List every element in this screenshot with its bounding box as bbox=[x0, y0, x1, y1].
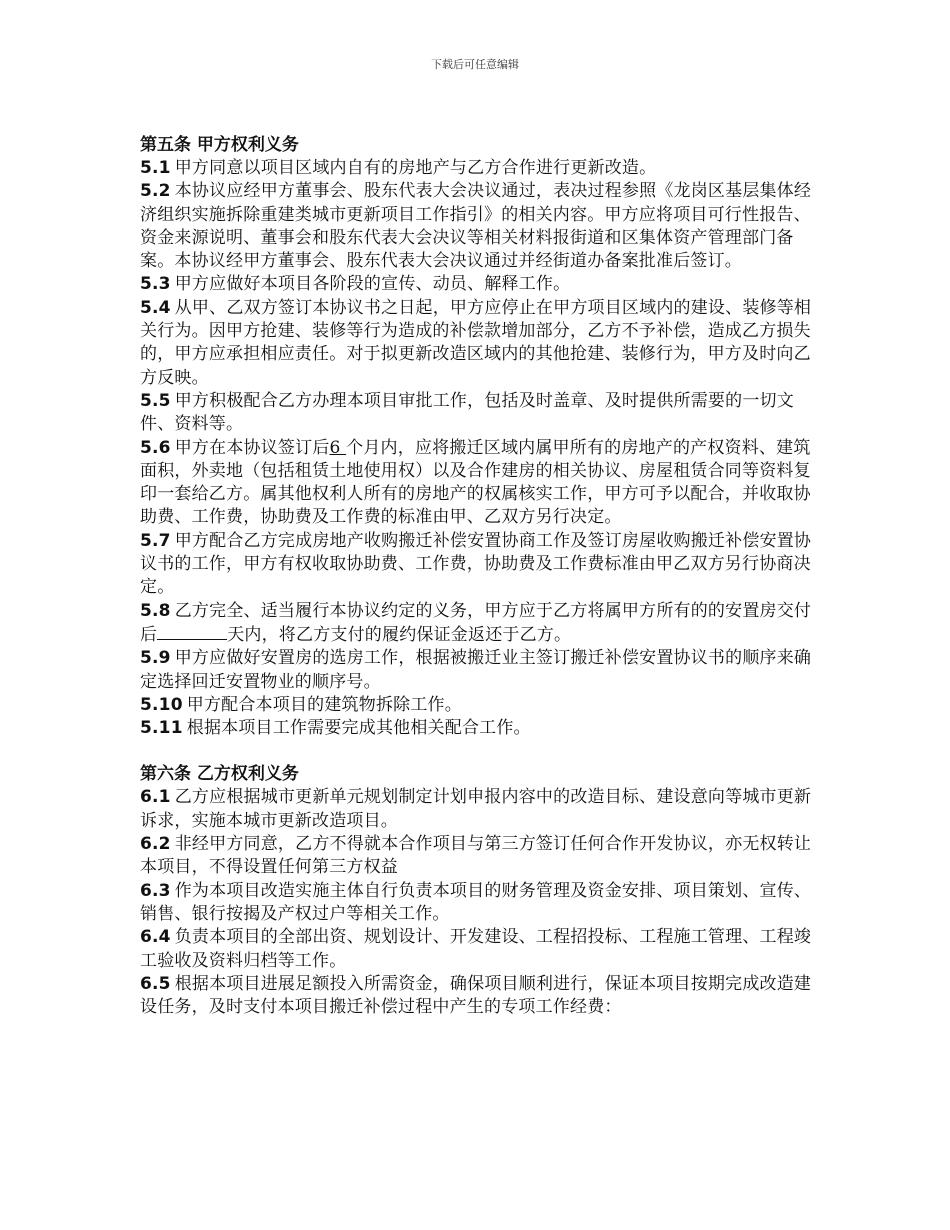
article-title: 第六条 乙方权利义务 bbox=[140, 764, 299, 785]
clause-5-3: 5.3 甲方应做好本项目各阶段的宣传、动员、解释工作。 bbox=[140, 274, 571, 295]
clause-5-1: 5.1 甲方同意以项目区域内自有的房地产与乙方合作进行更新改造。 bbox=[140, 158, 657, 178]
article-title: 第五条 甲方权利义务 bbox=[140, 135, 299, 155]
clause-6-3: 6.3 作为本项目改造实施主体自行负责本项目的财务管理及资金安排、项目策划、宣传、销售、银行按揭及产权过户等相关工作。 bbox=[140, 880, 812, 924]
clause-5-4: 5.4 从甲、乙双方签订本协议书之日起，甲方应停止在甲方项目区域内的建设、装修等相关行为。因甲方抢建、装修等行为造成的补偿款增加部分，乙方不予补偿，造成乙方损失的，甲方应承担相应责任。对于拟更新改造区域内的其他抢建、装修行为，甲方及时向乙方反映。 bbox=[140, 297, 812, 388]
document-body bbox=[140, 134, 812, 1019]
clause-5-7: 5.7 甲方配合乙方完成房地产收购搬迁补偿安置协商工作及签订房屋收购搬迁补偿安置协议书的工作，甲方有权收取协助费、工作费，协助费及工作费标准由甲乙双方另行协商决定。 bbox=[140, 530, 812, 598]
clause-6-1: 6.1 乙方应根据城市更新单元规划制定计划申报内容中的改造目标、建设意向等城市更新诉求，实施本城市更新改造项目。 bbox=[140, 787, 812, 831]
clause-6-5: 6.5 根据本项目进展足额投入所需资金，确保项目顺利进行，保证本项目按期完成改造建设任务，及时支付本项目搬迁补偿过程中产生的专项工作经费： bbox=[140, 973, 812, 1018]
clause-5-9: 5.9 甲方应做好安置房的选房工作，根据被搬迁业主签订搬迁补偿安置协议书的顺序来确定选择回迁安置物业的顺序号。 bbox=[140, 648, 812, 692]
clause-5-10: 5.10 甲方配合本项目的建筑物拆除工作。 bbox=[140, 694, 462, 715]
clause-6-2: 6.2 非经甲方同意，乙方不得就本合作项目与第三方签订任何合作开发协议，亦无权转让本项目，不得设置任何第三方权益 bbox=[140, 834, 812, 878]
blank-days-field[interactable] bbox=[157, 623, 227, 640]
page-header: 下载后可任意编辑 bbox=[431, 58, 519, 71]
clause-6-4: 6.4 负责本项目的全部出资、规划设计、开发建设、工程招投标、工程施工管理、工程竣工验收及资料归档等工作。 bbox=[140, 927, 812, 971]
article-6 bbox=[140, 763, 812, 1019]
clause-5-6: 5.6 甲方在本协议签订后6 个月内，应将搬迁区域内属甲所有的房地产的产权资料、建筑面积，外卖地（包括租赁土地使用权）以及合作建房的相关协议、房屋租赁合同等资料复印一套给乙方。属其他权利人所有的房地产的权属核实工作，甲方可予以配合，并收取协助费、工作费，协助费及工作费的标准由甲、乙双方另行决定。 bbox=[140, 437, 811, 528]
clause-5-8: 5.8 乙方完全、适当履行本协议约定的义务，甲方应于乙方将属甲方所有的的安置房交付后 天内，将乙方支付的履约保证金返还于乙方。 bbox=[140, 600, 812, 645]
filled-months: 6 bbox=[329, 437, 347, 458]
clause-5-5: 5.5 甲方积极配合乙方办理本项目审批工作，包括及时盖章、及时提供所需要的一切文件、资料等。 bbox=[140, 390, 794, 435]
clause-5-11: 5.11 根据本项目工作需要完成其他相关配合工作。 bbox=[140, 718, 531, 739]
article-5 bbox=[140, 134, 812, 740]
clause-5-2: 5.2 本协议应经甲方董事会、股东代表大会决议通过，表决过程参照《龙岗区基层集体经济组织实施拆除重建类城市更新项目工作指引》的相关内容。甲方应将项目可行性报告、资金来源说明、董事会和股东代表大会决议等相关材料报街道和区集体资产管理部门备案。本协议经甲方董事会、股东代表大会决议通过并经街道办备案批准后签订。 bbox=[140, 181, 812, 272]
